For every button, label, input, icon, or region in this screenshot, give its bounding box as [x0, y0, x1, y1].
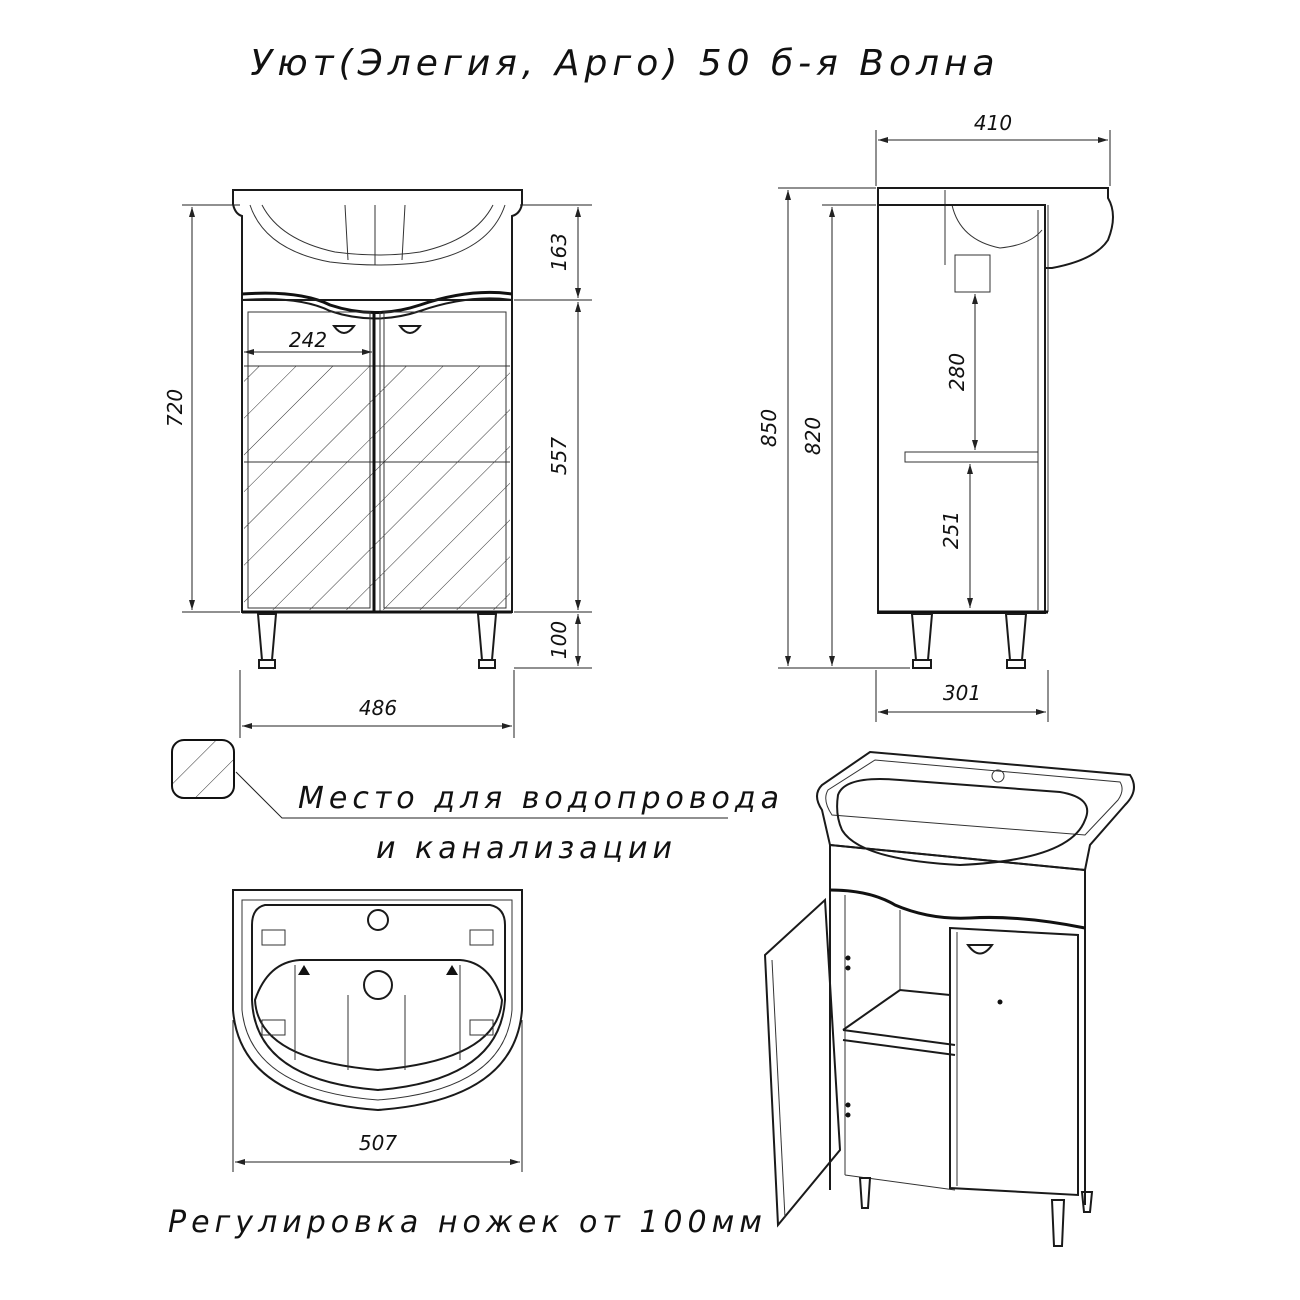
dim-width-front: 486 [358, 696, 398, 720]
top-basin-bowl [252, 905, 505, 1090]
side-shelf [905, 452, 1038, 462]
front-hatch-area [244, 366, 510, 610]
side-leg-front [912, 614, 932, 668]
legend-line-1: Место для водопровода [298, 781, 785, 816]
side-basin-outline [878, 188, 1113, 268]
top-basin-outline [233, 890, 522, 1110]
dim-door: 557 [547, 436, 571, 476]
front-wave-panel [242, 292, 512, 312]
dim-legs: 100 [547, 620, 571, 660]
side-view [757, 111, 1113, 722]
side-leg-back [1006, 614, 1026, 668]
dim-door-half: 242 [288, 328, 328, 352]
dim-width-top: 507 [358, 1131, 398, 1155]
top-view [233, 890, 522, 1172]
iso-leg-1 [860, 1178, 870, 1208]
drawing-title: Уют(Элегия, Арго) 50 б-я Волна [250, 43, 1000, 84]
front-view [163, 190, 592, 738]
iso-door-right [950, 928, 1078, 1195]
iso-tap-hole [992, 770, 1004, 782]
dim-depth-body: 301 [942, 681, 982, 705]
front-leg-right [478, 614, 496, 668]
iso-basin-bowl [837, 779, 1087, 865]
dim-top: 163 [547, 232, 571, 272]
dim-height-total: 720 [163, 388, 187, 428]
front-basin-outline [233, 190, 522, 300]
top-drain-hole [364, 971, 392, 999]
iso-shelf [843, 990, 955, 1055]
dim-depth-top: 410 [973, 111, 1013, 135]
dim-shelf-upper: 280 [945, 352, 969, 392]
front-handle-left [334, 326, 354, 333]
iso-door-left [765, 900, 840, 1225]
dim-height-820: 820 [801, 416, 825, 456]
front-basin-bowl [250, 205, 505, 265]
front-leg-left [258, 614, 276, 668]
iso-wave-panel [830, 890, 1085, 928]
front-handle-right [400, 326, 420, 333]
iso-leg-3 [1082, 1192, 1092, 1212]
legend-line-2: и канализации [376, 831, 677, 866]
top-tap-hole [368, 910, 388, 930]
iso-handle-right [968, 945, 992, 954]
dim-height-850: 850 [757, 408, 781, 448]
side-body [878, 205, 1045, 613]
dim-shelf-lower: 251 [939, 510, 963, 550]
footer-note: Регулировка ножек от 100мм [168, 1205, 767, 1240]
legend [172, 740, 784, 866]
legend-hatch-swatch [172, 740, 234, 798]
isometric-view [765, 752, 1134, 1246]
iso-leg-2 [1052, 1200, 1064, 1246]
